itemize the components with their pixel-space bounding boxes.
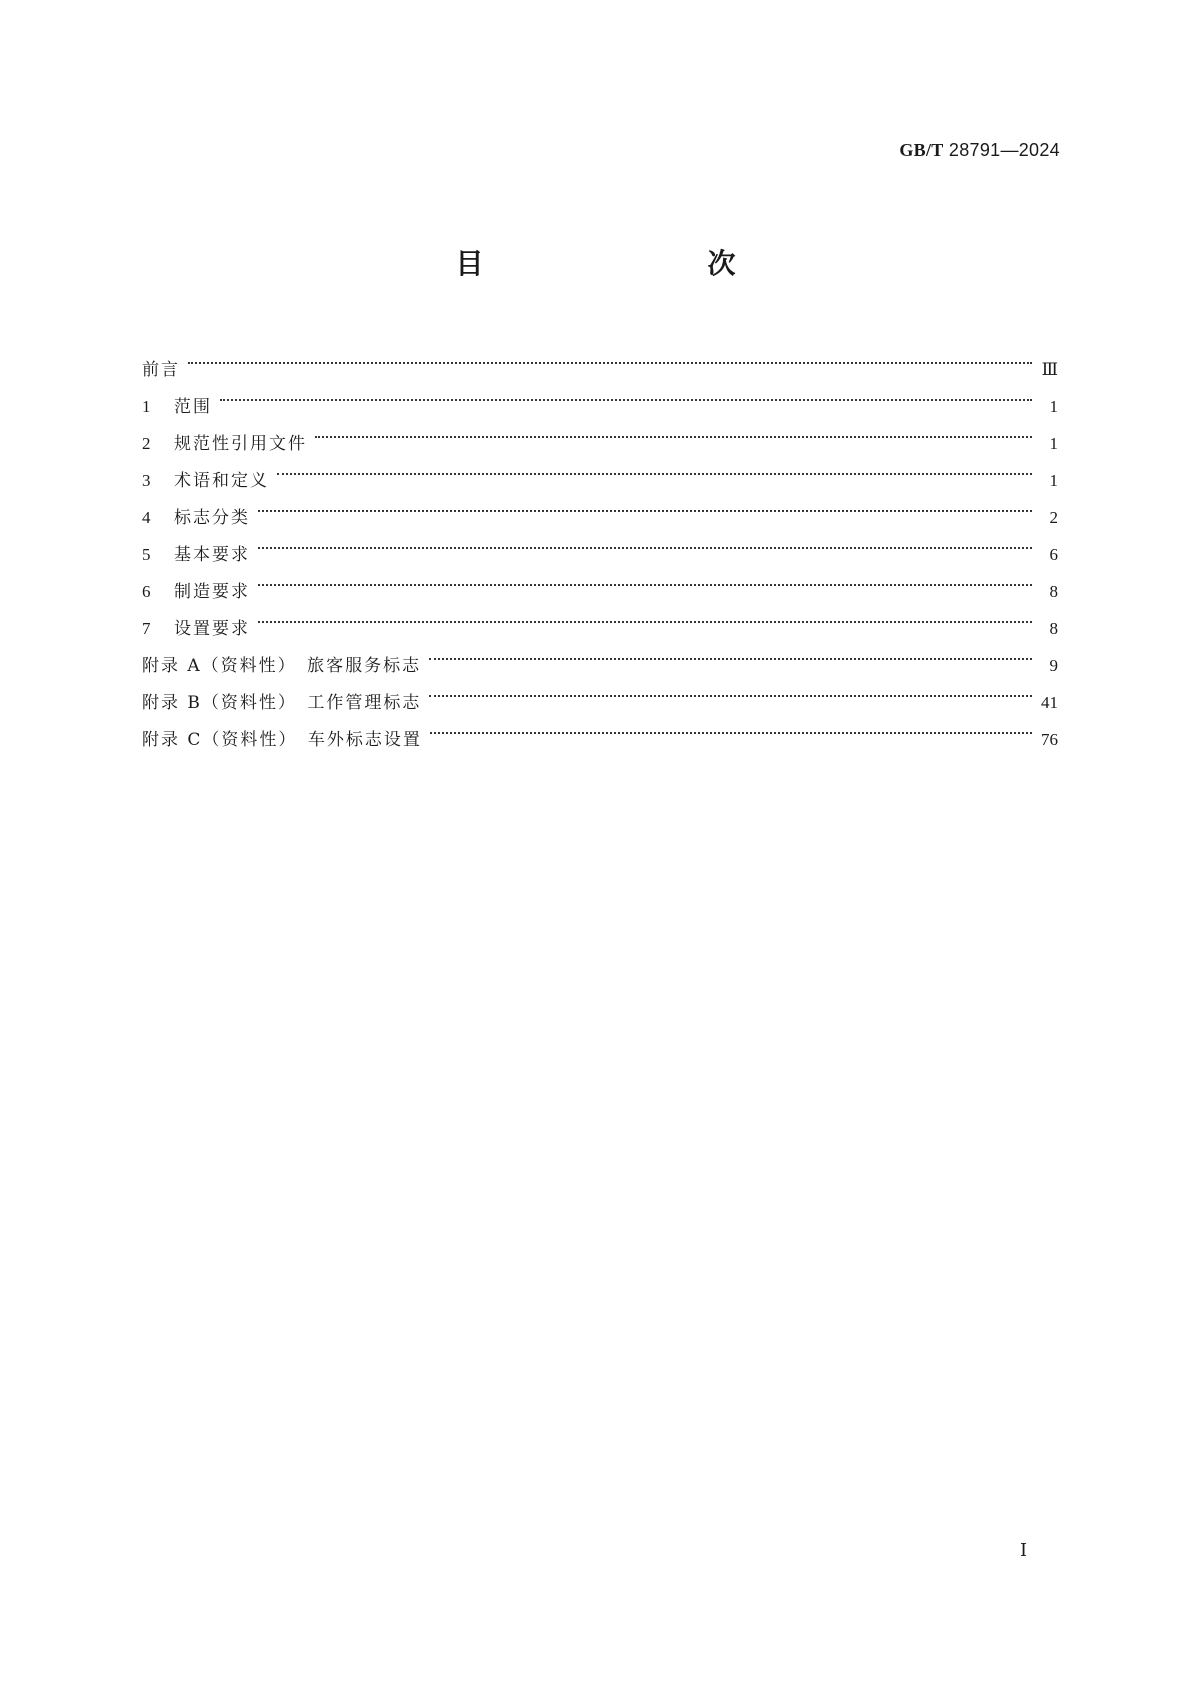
toc-entry-label: 设置要求: [174, 619, 250, 639]
toc-dot-leader: [429, 671, 1032, 708]
toc-entry-3[interactable]: [142, 449, 1058, 491]
toc-entry-label: 前言: [142, 360, 180, 380]
toc-entry-number: 6: [142, 582, 151, 601]
toc-entry-page: 1: [1049, 471, 1058, 490]
toc-entry-label: 术语和定义: [174, 471, 269, 491]
toc-entry-label: 附录 A（资料性） 旅客服务标志: [142, 656, 422, 676]
toc-dot-leader: [315, 412, 1032, 449]
toc-dot-leader: [258, 523, 1032, 560]
toc-entry-page: 1: [1049, 397, 1058, 416]
toc-entry-label: 制造要求: [174, 582, 250, 602]
toc-entry-label: 规范性引用文件: [174, 434, 307, 454]
toc-entry-number: 7: [142, 619, 151, 638]
toc-entry-foreword[interactable]: [142, 338, 1058, 380]
toc-entry-page: 6: [1049, 545, 1058, 564]
toc-entry-page: 41: [1041, 693, 1058, 712]
toc-entry-number: 2: [142, 434, 151, 453]
toc-entry-label: 标志分类: [174, 508, 250, 528]
toc-entry-page: 8: [1049, 582, 1058, 601]
toc-entry-4[interactable]: [142, 486, 1058, 528]
table-of-contents: [142, 338, 1058, 750]
toc-entry-appendix-a[interactable]: [142, 634, 1058, 676]
toc-dot-leader: [220, 375, 1032, 412]
toc-entry-page: 9: [1049, 656, 1058, 675]
toc-entry-number: 1: [142, 397, 151, 416]
toc-entry-label: 附录 B（资料性） 工作管理标志: [142, 693, 422, 713]
toc-entry-page: Ⅲ: [1041, 360, 1058, 379]
standard-code: 28791—2024: [948, 140, 1060, 160]
toc-dot-leader: [258, 486, 1032, 523]
page-number: Ⅰ: [1020, 1540, 1028, 1560]
toc-entry-page: 2: [1049, 508, 1058, 527]
toc-entry-label: 范围: [174, 397, 212, 417]
standard-number: [899, 140, 1060, 161]
toc-entry-2[interactable]: [142, 412, 1058, 454]
toc-dot-leader: [429, 634, 1032, 671]
toc-entry-7[interactable]: [142, 597, 1058, 639]
toc-entry-page: 8: [1049, 619, 1058, 638]
toc-entry-5[interactable]: [142, 523, 1058, 565]
toc-dot-leader: [188, 338, 1032, 375]
page-title: 目 次: [455, 247, 792, 280]
toc-entry-number: 4: [142, 508, 151, 527]
toc-entry-label: 附录 C（资料性） 车外标志设置: [142, 730, 422, 750]
toc-dot-leader: [258, 560, 1032, 597]
toc-entry-label: 基本要求: [174, 545, 250, 565]
toc-entry-number: 3: [142, 471, 151, 490]
toc-dot-leader: [430, 708, 1032, 745]
toc-dot-leader: [258, 597, 1032, 634]
toc-entry-page: 76: [1041, 730, 1058, 749]
toc-dot-leader: [277, 449, 1032, 486]
toc-entry-number: 5: [142, 545, 151, 564]
standard-prefix: GB/T: [899, 140, 944, 160]
toc-entry-page: 1: [1049, 434, 1058, 453]
toc-entry-1[interactable]: [142, 375, 1058, 417]
toc-entry-6[interactable]: [142, 560, 1058, 602]
